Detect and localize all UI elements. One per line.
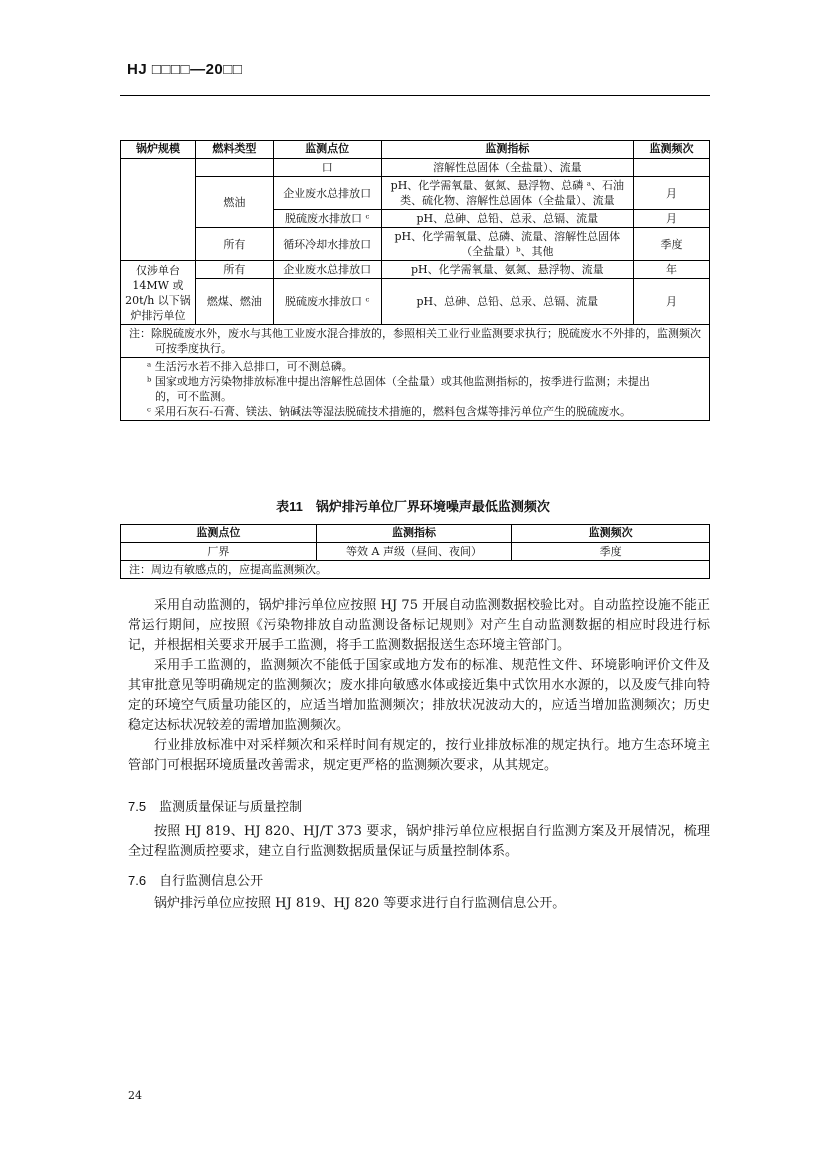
table-footnotes-row	[121, 358, 710, 421]
scale-cell	[121, 159, 196, 261]
col-fuel-type: 燃料类型	[195, 141, 273, 159]
footnote-a: ᵃ 生活污水若不排入总排口，可不测总磷。	[147, 360, 353, 373]
table-row	[121, 228, 710, 261]
paragraph: 锅炉排污单位应按照 HJ 819、HJ 820 等要求进行自行监测信息公开。	[154, 896, 566, 911]
index-cell: pH、总砷、总铅、总汞、总镉、流量	[381, 210, 634, 228]
freq-cell: 季度	[634, 228, 710, 261]
fuel-cell: 所有	[195, 261, 273, 279]
table-row	[121, 261, 710, 279]
freq-cell: 月	[634, 177, 710, 210]
footnote-b: ᵇ 国家或地方污染物排放标准中提出溶解性总固体（全盐量）或其他监测指标的，按季进行监测；未提出的，可不监测。	[147, 375, 650, 403]
point-cell: 企业废水总排放口	[273, 177, 381, 210]
point-cell: 脱硫废水排放口 ᶜ	[273, 210, 381, 228]
freq-cell: 年	[634, 261, 710, 279]
point-cell: 厂界	[121, 543, 317, 561]
table-note: 注：周边有敏感点的，应提高监测频次。	[121, 561, 710, 579]
table-header-row	[121, 525, 710, 543]
freq-cell	[634, 159, 710, 177]
wastewater-monitoring-table	[120, 140, 710, 421]
section-heading: 7.6 自行监测信息公开	[128, 873, 264, 888]
col-monitoring-frequency: 监测频次	[512, 525, 710, 543]
index-cell: pH、化学需氧量、氨氮、悬浮物、总磷 ᵃ、石油类、硫化物、溶解性总固体（全盐量）、流量	[381, 177, 634, 210]
table-header-row	[121, 141, 710, 159]
paragraph: 采用自动监测的，锅炉排污单位应按照 HJ 75 开展自动监测数据校验比对。自动监控设施不能正常运行期间，应按照《污染物排放自动监测设备标记规则》对产生自动监测数据的相应时段进行标记，并根据相关要求开展手工监测，将手工监测数据报送生态环境主管部门。	[128, 598, 710, 653]
paragraph: 采用手工监测的，监测频次不能低于国家或地方发布的标准、规范性文件、环境影响评价文件及其审批意见等明确规定的监测频次；废水排向敏感水体或接近集中式饮用水水源的，以及废气排向特定的环境空气质量功能区的，应适当增加监测频次；排放状况波动大的，应适当增加监测频次；历史稳定达标状况较差的需增加监测频次。	[128, 658, 710, 733]
table-row	[121, 159, 710, 177]
table-caption: 表11 锅炉排污单位厂界环境噪声最低监测频次	[276, 499, 550, 514]
paragraph: 按照 HJ 819、HJ 820、HJ/T 373 要求，锅炉排污单位应根据自行监测方案及开展情况，梳理全过程监测质控要求，建立自行监测数据质量保证与质量控制体系。	[128, 824, 710, 859]
index-cell: 溶解性总固体（全盐量）、流量	[381, 159, 634, 177]
paragraph: 行业排放标准中对采样频次和采样时间有规定的，按行业排放标准的规定执行。地方生态环境主管部门可根据环境质量改善需求，规定更严格的监测频次要求，从其规定。	[128, 738, 710, 773]
fuel-cell: 燃油	[195, 177, 273, 228]
col-monitoring-point: 监测点位	[273, 141, 381, 159]
body-paragraphs	[128, 596, 710, 776]
section-heading: 7.5 监测质量保证与质量控制	[128, 799, 303, 814]
col-monitoring-index: 监测指标	[316, 525, 512, 543]
point-cell: 脱硫废水排放口 ᶜ	[273, 279, 381, 325]
table-row	[121, 543, 710, 561]
freq-cell: 月	[634, 279, 710, 325]
col-monitoring-index: 监测指标	[381, 141, 634, 159]
freq-cell: 月	[634, 210, 710, 228]
body-paragraphs	[128, 822, 710, 862]
scale-cell: 仅涉单台14MW 或20t/h 以下锅炉排污单位	[121, 261, 196, 325]
table-note-row	[121, 325, 710, 358]
page-number: 24	[128, 1089, 142, 1102]
table-row	[121, 177, 710, 210]
index-cell: 等效 A 声级（昼间、夜间）	[316, 543, 512, 561]
point-cell: 口	[273, 159, 381, 177]
index-cell: pH、化学需氧量、总磷、流量、溶解性总固体（全盐量）ᵇ、其他	[381, 228, 634, 261]
col-monitoring-frequency: 监测频次	[634, 141, 710, 159]
body-paragraphs	[128, 894, 710, 914]
index-cell: pH、化学需氧量、氨氮、悬浮物、流量	[381, 261, 634, 279]
freq-cell: 季度	[512, 543, 710, 561]
footnotes-cell	[121, 358, 710, 421]
col-boiler-scale: 锅炉规模	[121, 141, 196, 159]
point-cell: 循环冷却水排放口	[273, 228, 381, 261]
table-note: 注：除脱硫废水外，废水与其他工业废水混合排放的，参照相关工业行业监测要求执行；脱硫废水不外排的，监测频次可按季度执行。	[121, 325, 710, 358]
fuel-cell: 燃煤、燃油	[195, 279, 273, 325]
noise-monitoring-table	[120, 524, 710, 579]
fuel-cell	[195, 159, 273, 177]
table-row	[121, 279, 710, 325]
document-code: HJ □□□□—20□□	[127, 61, 243, 78]
header-rule	[120, 95, 710, 96]
fuel-cell: 所有	[195, 228, 273, 261]
col-monitoring-point: 监测点位	[121, 525, 317, 543]
index-cell: pH、总砷、总铅、总汞、总镉、流量	[381, 279, 634, 325]
point-cell: 企业废水总排放口	[273, 261, 381, 279]
footnote-c: ᶜ 采用石灰石-石膏、镁法、钠碱法等湿法脱硫技术措施的，燃料包含煤等排污单位产生的脱硫废水。	[147, 405, 632, 418]
table-note-row	[121, 561, 710, 579]
